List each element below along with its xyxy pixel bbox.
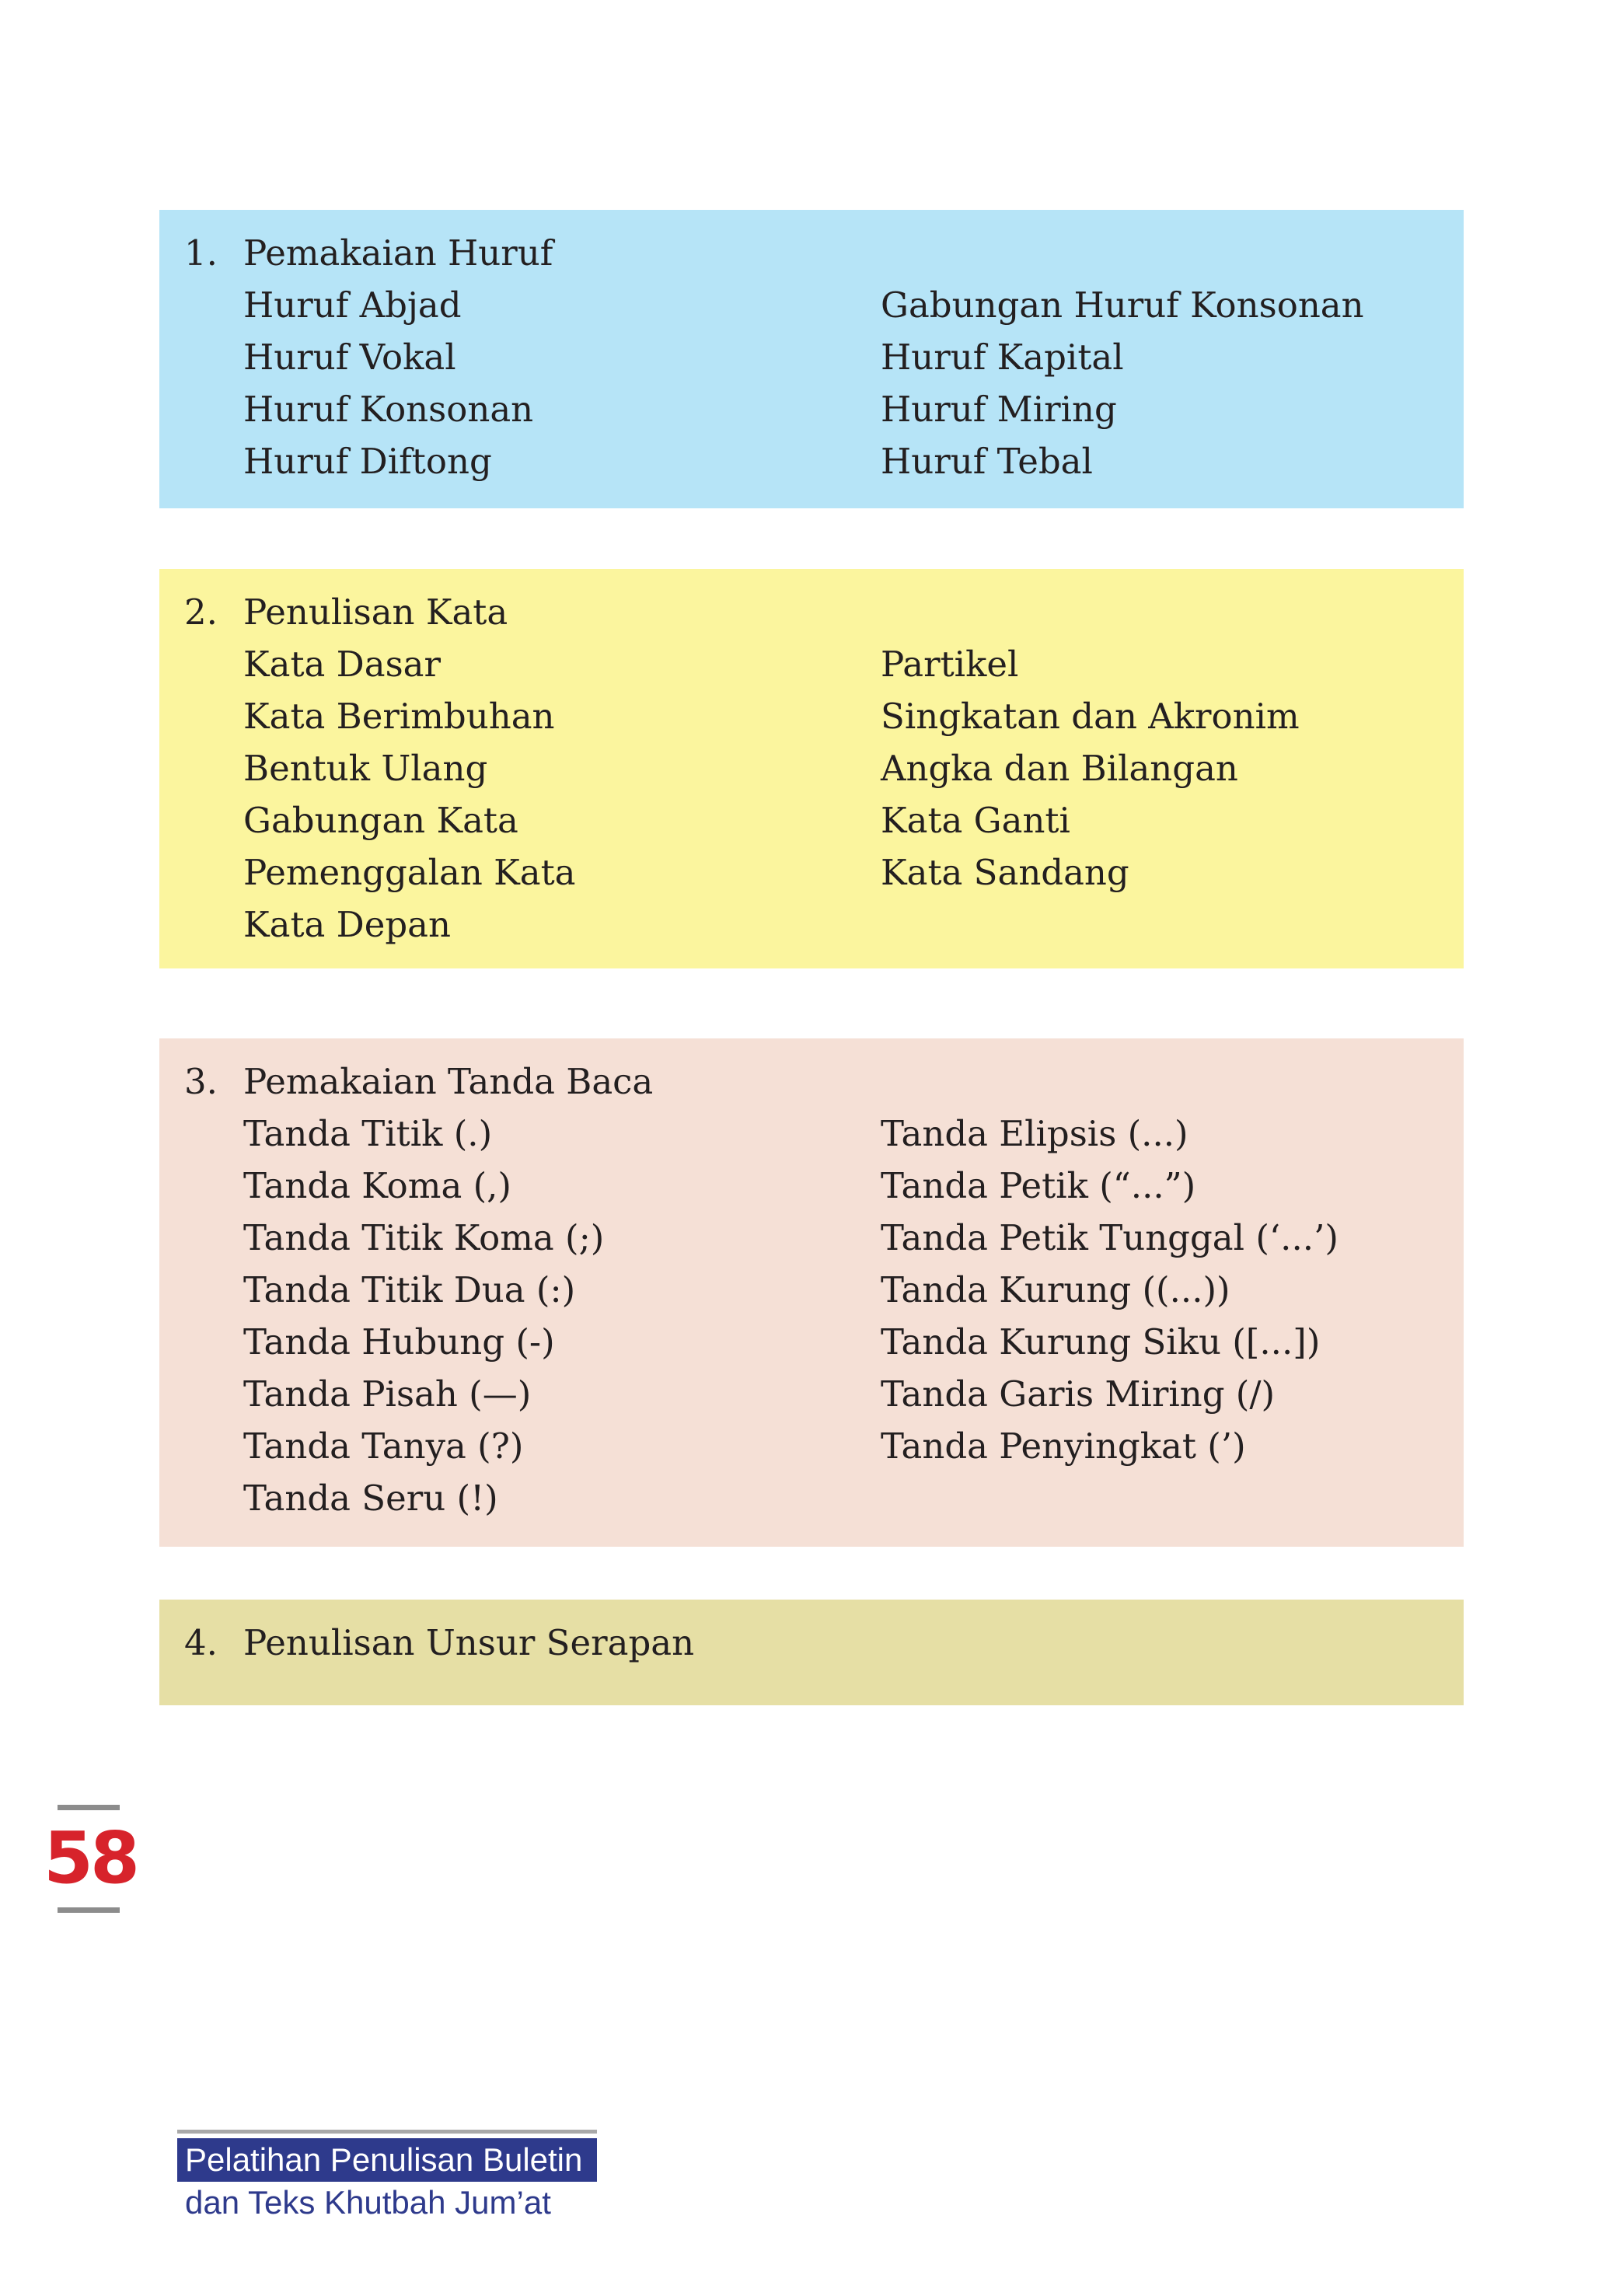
list-item: Tanda Seru (!) [243, 1478, 498, 1519]
page-number: 58 [43, 1816, 138, 1900]
list-item: Huruf Abjad [243, 284, 462, 326]
section-heading [159, 1056, 1464, 1108]
right-column [881, 1108, 1464, 1524]
footer-rule [177, 2130, 597, 2134]
footer-book-title [177, 2130, 597, 2224]
list-item: Tanda Garis Miring (/) [881, 1373, 1276, 1415]
list-item: Huruf Miring [881, 389, 1117, 430]
section-3-box [159, 1038, 1464, 1547]
page-number-rule-bottom [58, 1907, 120, 1913]
list-item: Kata Dasar [243, 644, 442, 685]
list-item: Tanda Pisah (—) [243, 1373, 532, 1415]
list-item: Singkatan dan Akronim [881, 696, 1300, 737]
list-item: Kata Depan [243, 904, 451, 945]
section-number: 1. [184, 232, 218, 274]
list-item: Tanda Elipsis (...) [881, 1113, 1188, 1154]
list-item: Huruf Vokal [243, 337, 456, 378]
left-column [243, 1108, 881, 1524]
right-column [881, 638, 1464, 951]
section-2-box [159, 569, 1464, 968]
section-heading [159, 1617, 1464, 1669]
page-number-rule-top [58, 1805, 120, 1810]
list-item: Tanda Koma (,) [243, 1165, 511, 1206]
list-item: Tanda Titik Koma (;) [243, 1217, 605, 1258]
right-column [881, 279, 1464, 487]
list-item: Tanda Kurung Siku ([...]) [881, 1321, 1321, 1363]
list-item: Tanda Petik (“...”) [881, 1165, 1196, 1206]
page-number-block [42, 1805, 138, 1914]
section-title: Penulisan Kata [243, 591, 508, 633]
list-item: Gabungan Kata [243, 800, 518, 841]
list-item: Kata Ganti [881, 800, 1070, 841]
list-item: Partikel [881, 644, 1019, 685]
section-number: 4. [184, 1622, 218, 1663]
list-item: Huruf Kapital [881, 337, 1124, 378]
list-item: Tanda Tanya (?) [243, 1425, 524, 1467]
section-title: Pemakaian Tanda Baca [243, 1061, 654, 1102]
section-4-box [159, 1600, 1464, 1705]
section-heading [159, 227, 1464, 279]
list-item: Tanda Titik Dua (:) [243, 1269, 576, 1310]
list-item: Pemenggalan Kata [243, 852, 576, 893]
section-number: 2. [184, 591, 218, 633]
section-heading [159, 586, 1464, 638]
list-item: Angka dan Bilangan [881, 748, 1238, 789]
section-title: Penulisan Unsur Serapan [243, 1622, 695, 1663]
list-item: Tanda Kurung ((...)) [881, 1269, 1230, 1310]
left-column [243, 279, 881, 487]
list-item: Tanda Penyingkat (’) [881, 1425, 1246, 1467]
list-item: Kata Sandang [881, 852, 1129, 893]
list-item: Tanda Petik Tunggal (‘...’) [881, 1217, 1339, 1258]
section-title: Pemakaian Huruf [243, 232, 553, 274]
left-column [243, 638, 881, 951]
list-item: Kata Berimbuhan [243, 696, 555, 737]
list-item: Gabungan Huruf Konsonan [881, 284, 1364, 326]
section-number: 3. [184, 1061, 218, 1102]
list-item: Tanda Hubung (-) [243, 1321, 555, 1363]
list-item: Huruf Konsonan [243, 389, 534, 430]
list-item: Huruf Diftong [243, 441, 492, 482]
footer-title-line-1: Pelatihan Penulisan Buletin [177, 2138, 597, 2182]
footer-title-line-2: dan Teks Khutbah Jum’at [185, 2184, 551, 2221]
list-item: Tanda Titik (.) [243, 1113, 493, 1154]
section-1-box [159, 210, 1464, 508]
list-item: Bentuk Ulang [243, 748, 488, 789]
list-item: Huruf Tebal [881, 441, 1093, 482]
